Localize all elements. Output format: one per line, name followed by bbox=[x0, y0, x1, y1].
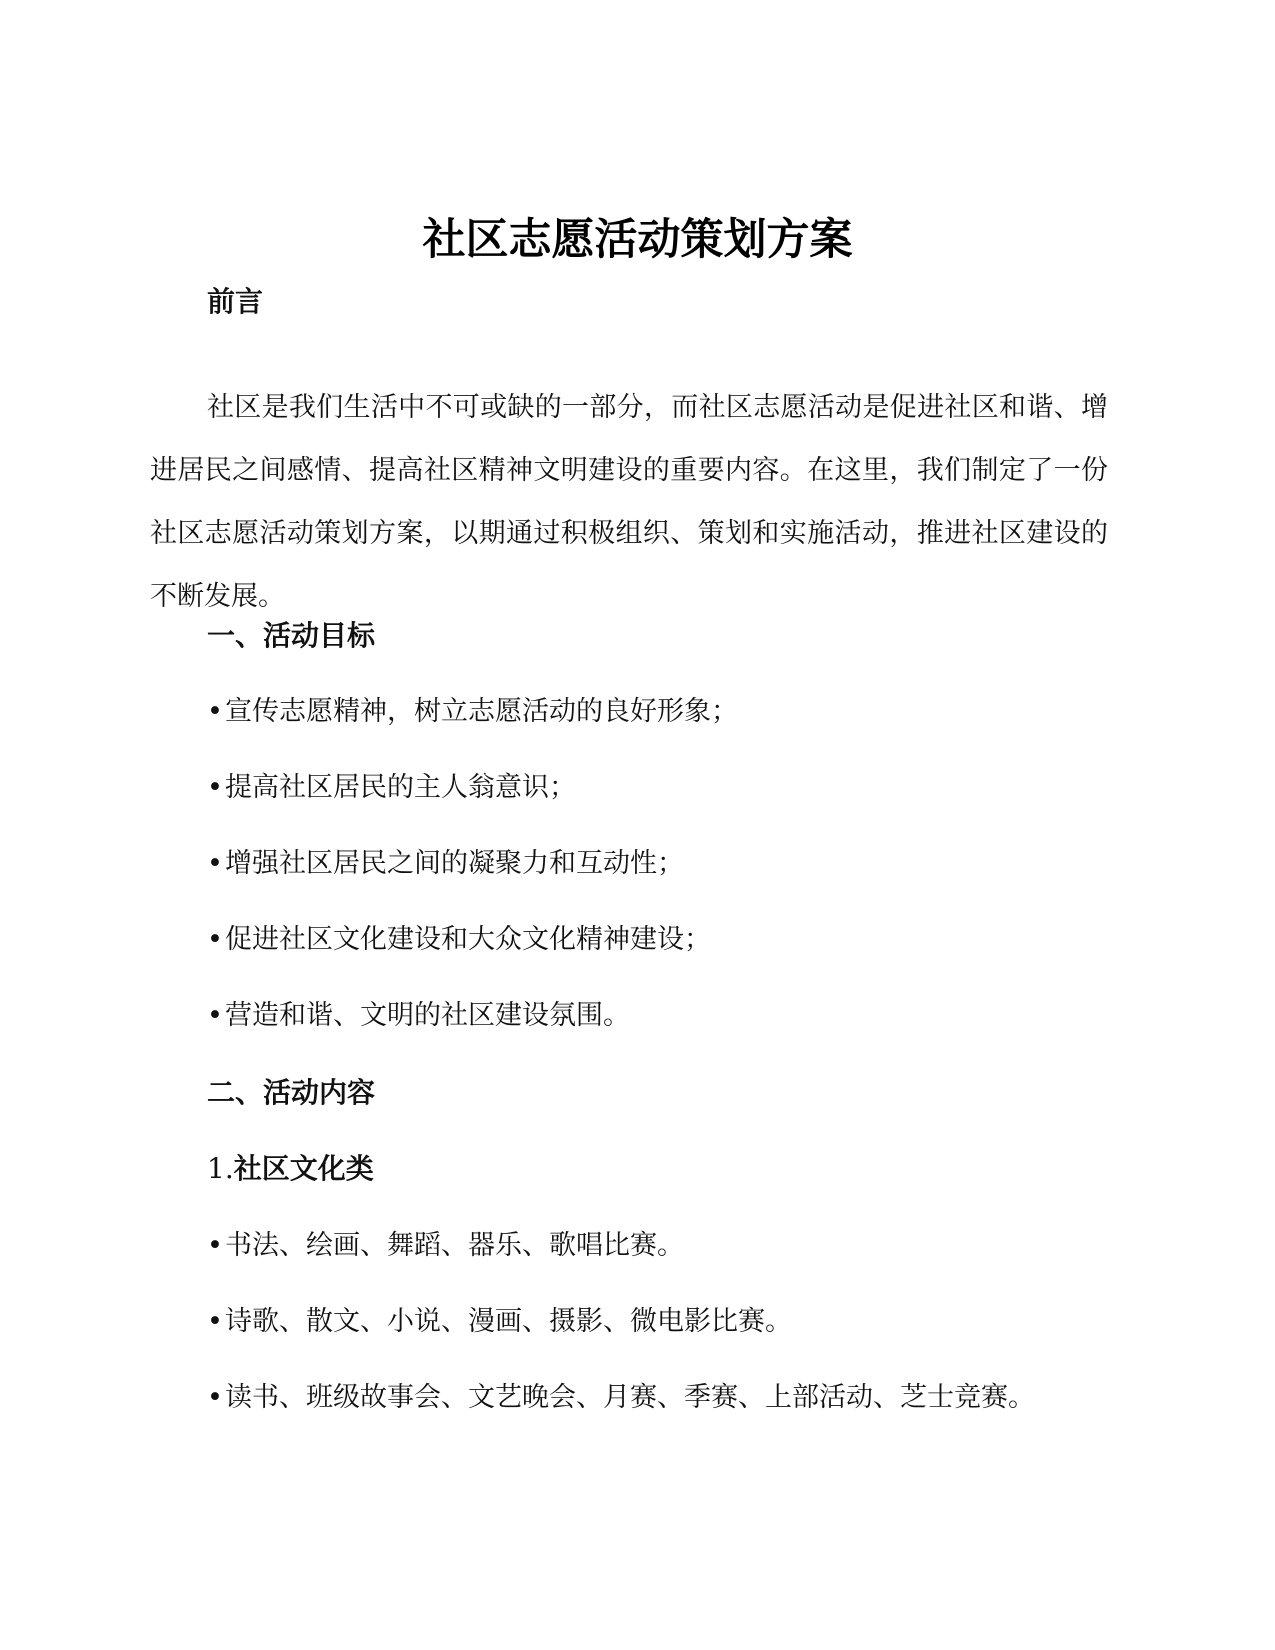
list-item-text: 提高社区居民的主人翁意识； bbox=[225, 772, 576, 803]
subsection-label: 社区文化类 bbox=[233, 1152, 374, 1185]
bullet-marker: • bbox=[207, 924, 223, 955]
bullet-marker: • bbox=[207, 696, 223, 727]
list-item bbox=[207, 692, 738, 732]
list-item-text: 宣传志愿精神，树立志愿活动的良好形象； bbox=[225, 696, 738, 727]
list-item-text: 书法、绘画、舞蹈、器乐、歌唱比赛。 bbox=[225, 1230, 684, 1261]
list-item-text: 诗歌、散文、小说、漫画、摄影、微电影比赛。 bbox=[225, 1306, 792, 1337]
list-item bbox=[207, 844, 684, 884]
bullet-marker: • bbox=[207, 772, 223, 803]
list-item bbox=[207, 920, 711, 960]
bullet-marker: • bbox=[207, 848, 223, 879]
preface-heading: 前言 bbox=[207, 285, 264, 318]
list-item-text: 读书、班级故事会、文艺晚会、月赛、季赛、上部活动、芝士竞赛。 bbox=[225, 1382, 1035, 1413]
list-item bbox=[207, 768, 576, 808]
list-item bbox=[207, 996, 630, 1036]
subsection-number: 1. bbox=[207, 1152, 234, 1185]
list-item bbox=[207, 1378, 1035, 1418]
list-item-text: 促进社区文化建设和大众文化精神建设； bbox=[225, 924, 711, 955]
document-title: 社区志愿活动策划方案 bbox=[422, 215, 853, 265]
bullet-marker: • bbox=[207, 1306, 223, 1337]
preface-paragraph: 社区是我们生活中不可或缺的一部分，而社区志愿活动是促进社区和谐、增进居民之间感情、提高社区精神文明建设的重要内容。在这里，我们制定了一份社区志愿活动策划方案，以期通过积极组织、策划和实施活动，推进社区建设的不断发展。 bbox=[150, 392, 1108, 612]
section-heading-content: 二、活动内容 bbox=[207, 1076, 376, 1109]
list-item-text: 增强社区居民之间的凝聚力和互动性； bbox=[225, 848, 684, 879]
list-item bbox=[207, 1226, 684, 1266]
bullet-marker: • bbox=[207, 1000, 223, 1031]
section-heading-goals: 一、活动目标 bbox=[207, 619, 376, 652]
list-item-text: 营造和谐、文明的社区建设氛围。 bbox=[225, 1000, 630, 1031]
list-item bbox=[207, 1302, 792, 1342]
subsection-heading-culture bbox=[207, 1149, 374, 1189]
bullet-marker: • bbox=[207, 1230, 223, 1261]
bullet-marker: • bbox=[207, 1382, 223, 1413]
